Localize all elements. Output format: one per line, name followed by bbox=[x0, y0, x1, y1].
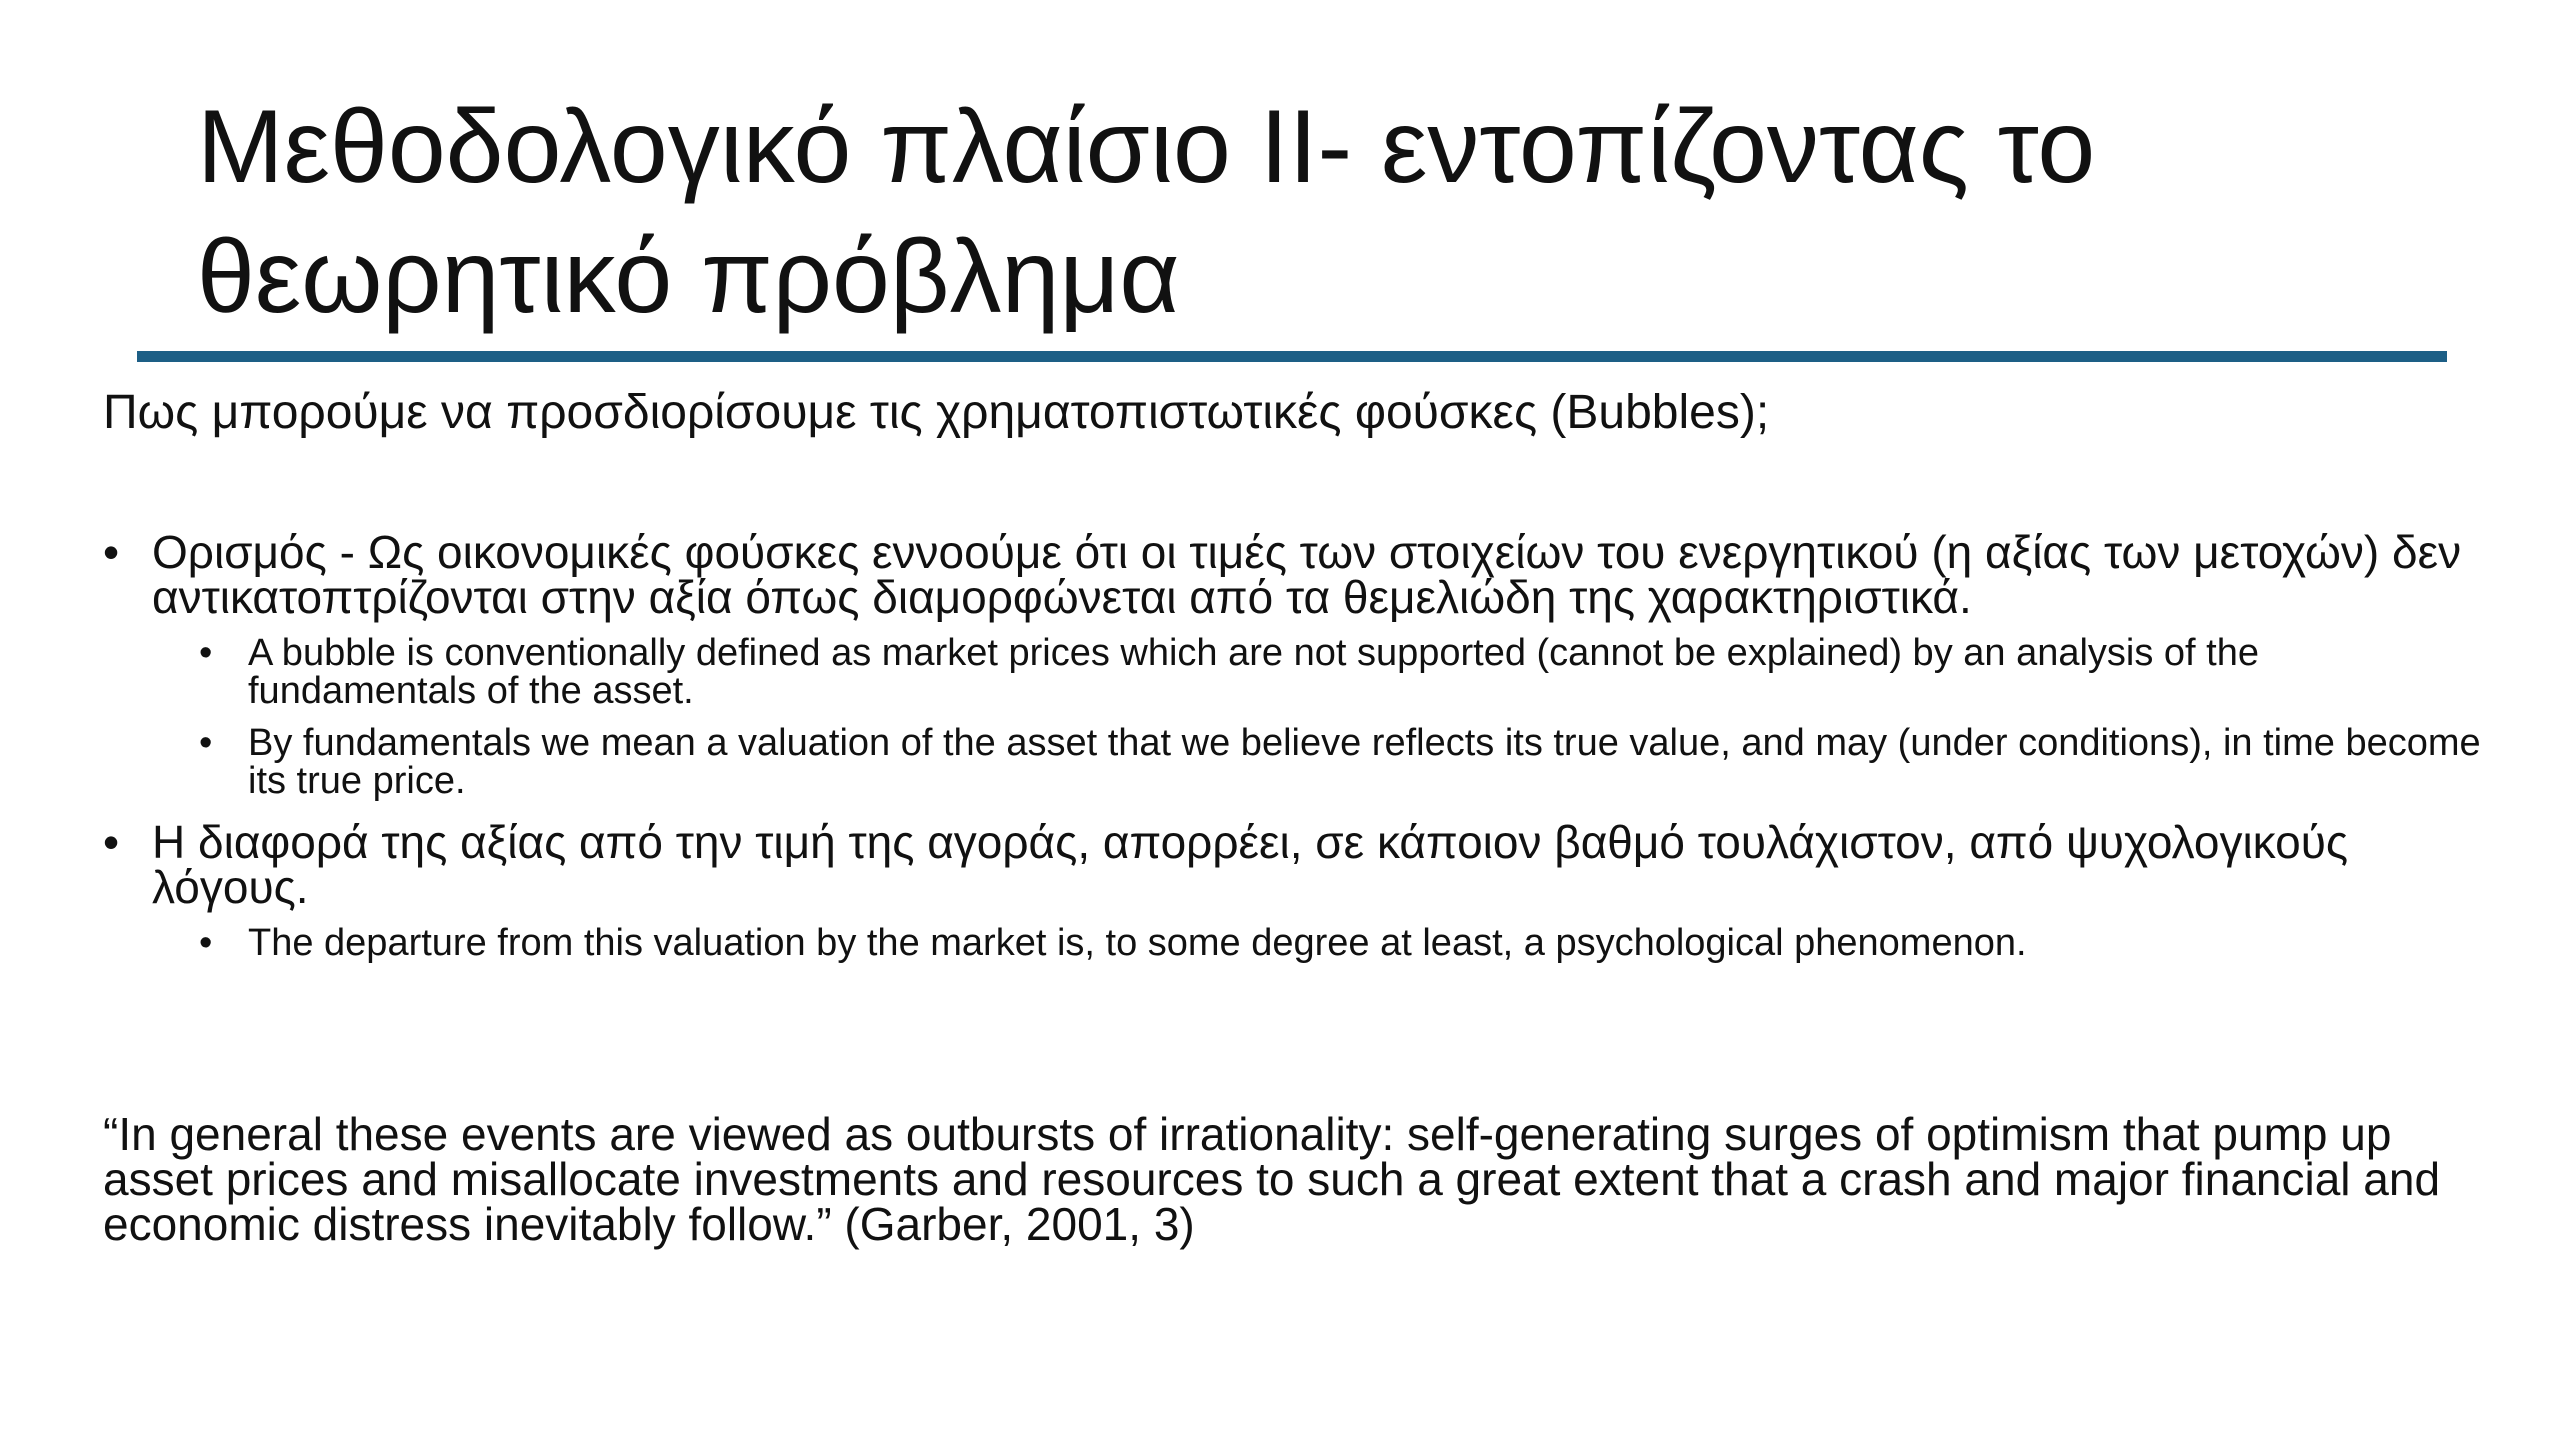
bullet-text: Η διαφορά της αξίας από την τιμή της αγοράς, απορρέει, σε κάποιον βαθμό τουλάχιστον, από ψυχολογικούς λόγους. bbox=[152, 816, 2349, 913]
bullet-item bbox=[103, 526, 2483, 623]
title-divider bbox=[137, 351, 2447, 362]
bullet-text: Ορισμός - Ως οικονομικές φούσκες εννοούμε ότι οι τιμές των στοιχείων του ενεργητικού (η αξίας των μετοχών) δεν αντικατοπτρίζονται στην αξία όπως διαμορφώνεται από τα θεμελιώδη της χαρακτηριστικά. bbox=[152, 526, 2462, 623]
slide-title: Μεθοδολογικό πλαίσιο ΙΙ- εντοπίζοντας το θεωρητικό πρόβλημα bbox=[197, 89, 2096, 335]
bullet-list bbox=[103, 526, 2483, 964]
sub-bullet-text: A bubble is conventionally defined as market prices which are not supported (cannot be explained) by an analysis of the fundamentals of the asset. bbox=[248, 632, 2259, 712]
slide-question: Πως μπορούμε να προσδιορίσουμε τις χρηματοπιστωτικές φούσκες (Bubbles); bbox=[103, 386, 1770, 439]
sub-bullet-text: By fundamentals we mean a valuation of the asset that we believe reflects its true value, and may (under conditions), in time become its true price. bbox=[248, 722, 2481, 802]
bullet-icon: • bbox=[103, 526, 120, 578]
sub-bullet-item bbox=[103, 924, 2483, 962]
sub-bullet-text: The departure from this valuation by the market is, to some degree at least, a psychological phenomenon. bbox=[248, 922, 2027, 964]
sub-bullet-item bbox=[103, 634, 2483, 710]
bullet-icon: • bbox=[103, 816, 120, 868]
sub-bullet-item bbox=[103, 724, 2483, 800]
bullet-icon: • bbox=[199, 632, 213, 674]
bullet-icon: • bbox=[199, 922, 213, 964]
bullet-icon: • bbox=[199, 722, 213, 764]
quote-text: “In general these events are viewed as outbursts of irrationality: self-generating surges of optimism that pump up asset prices and misallocate investments and resources to such a great extent that a crash and major financial and economic distress inevitably follow.” (Garber, 2001, 3) bbox=[103, 1108, 2441, 1250]
bullet-item bbox=[103, 816, 2483, 913]
